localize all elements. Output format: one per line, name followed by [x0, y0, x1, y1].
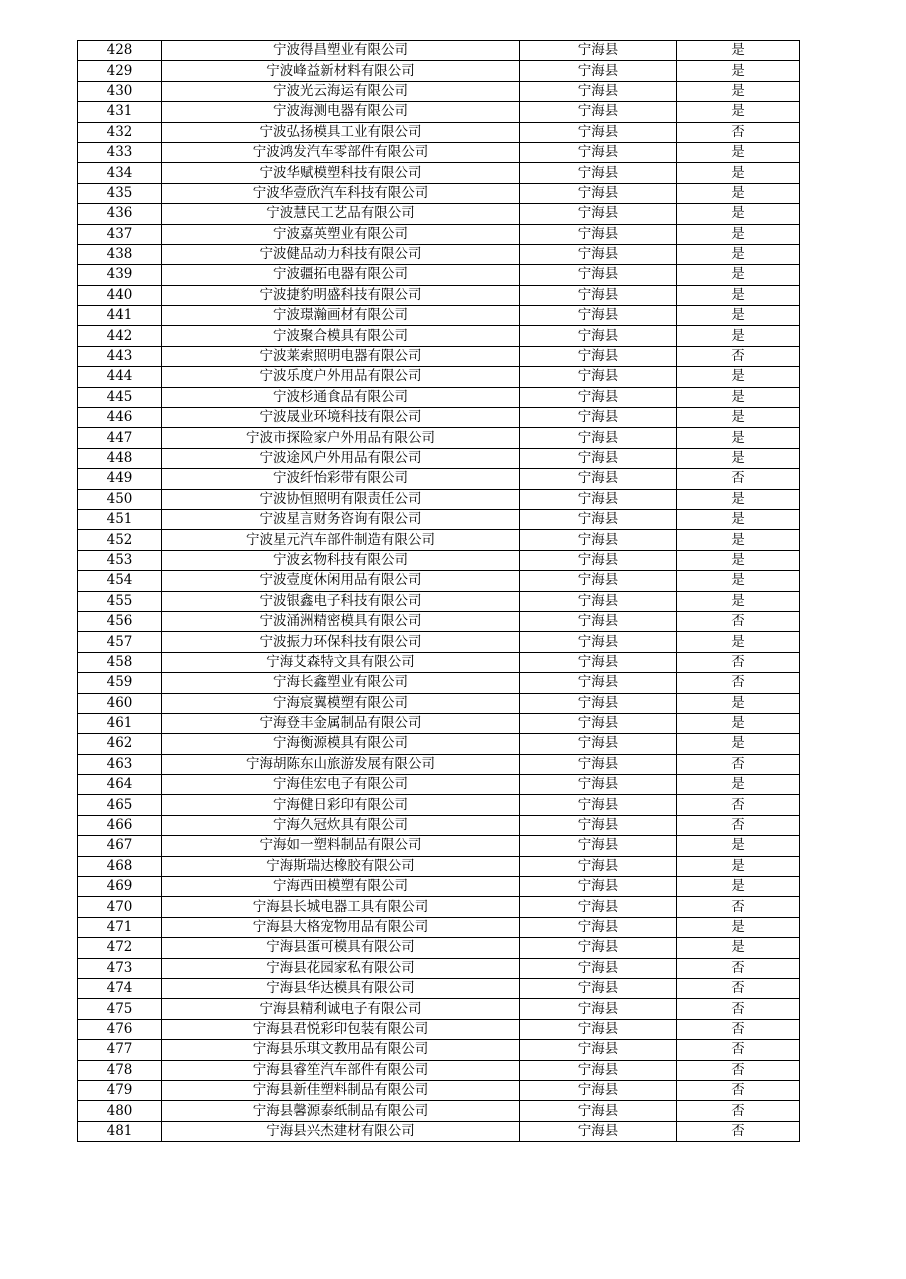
flag-cell: 是: [677, 877, 800, 897]
company-name-cell: 宁波星元汽车部件制造有限公司: [162, 530, 520, 550]
county-cell: 宁海县: [520, 224, 677, 244]
table-row: [78, 1121, 800, 1141]
table-row: [78, 122, 800, 142]
table-row: [78, 408, 800, 428]
flag-cell: 是: [677, 550, 800, 570]
county-cell: 宁海县: [520, 815, 677, 835]
county-cell: 宁海县: [520, 142, 677, 162]
row-index-cell: 441: [78, 306, 162, 326]
company-name-cell: 宁海长鑫塑业有限公司: [162, 673, 520, 693]
company-name-cell: 宁波涌洲精密模具有限公司: [162, 611, 520, 631]
company-name-cell: 宁海县乐琪文教用品有限公司: [162, 1040, 520, 1060]
flag-cell: 否: [677, 346, 800, 366]
company-name-cell: 宁波振力环保科技有限公司: [162, 632, 520, 652]
row-index-cell: 459: [78, 673, 162, 693]
table-row: [78, 285, 800, 305]
row-index-cell: 438: [78, 244, 162, 264]
flag-cell: 是: [677, 571, 800, 591]
table-row: [78, 591, 800, 611]
county-cell: 宁海县: [520, 978, 677, 998]
flag-cell: 是: [677, 408, 800, 428]
county-cell: 宁海县: [520, 795, 677, 815]
table-row: [78, 856, 800, 876]
flag-cell: 是: [677, 713, 800, 733]
company-name-cell: 宁波乐度户外用品有限公司: [162, 367, 520, 387]
row-index-cell: 430: [78, 81, 162, 101]
row-index-cell: 481: [78, 1121, 162, 1141]
table-row: [78, 999, 800, 1019]
county-cell: 宁海县: [520, 611, 677, 631]
table-row: [78, 897, 800, 917]
table-row: [78, 61, 800, 81]
table-row: [78, 530, 800, 550]
table-row: [78, 713, 800, 733]
county-cell: 宁海县: [520, 571, 677, 591]
flag-cell: 是: [677, 204, 800, 224]
company-name-cell: 宁波市探险家户外用品有限公司: [162, 428, 520, 448]
row-index-cell: 456: [78, 611, 162, 631]
row-index-cell: 467: [78, 836, 162, 856]
flag-cell: 是: [677, 938, 800, 958]
table-row: [78, 306, 800, 326]
table-row: [78, 652, 800, 672]
flag-cell: 是: [677, 224, 800, 244]
company-name-cell: 宁波银鑫电子科技有限公司: [162, 591, 520, 611]
company-name-cell: 宁波壹度休闲用品有限公司: [162, 571, 520, 591]
company-name-cell: 宁波华壹欣汽车科技有限公司: [162, 183, 520, 203]
company-name-cell: 宁海斯瑞达橡胶有限公司: [162, 856, 520, 876]
company-name-cell: 宁波途风户外用品有限公司: [162, 448, 520, 468]
row-index-cell: 443: [78, 346, 162, 366]
row-index-cell: 429: [78, 61, 162, 81]
row-index-cell: 474: [78, 978, 162, 998]
company-name-cell: 宁波晟业环境科技有限公司: [162, 408, 520, 428]
row-index-cell: 461: [78, 713, 162, 733]
flag-cell: 否: [677, 1080, 800, 1100]
table-row: [78, 346, 800, 366]
table-row: [78, 183, 800, 203]
flag-cell: 是: [677, 448, 800, 468]
flag-cell: 是: [677, 856, 800, 876]
flag-cell: 是: [677, 142, 800, 162]
county-cell: 宁海县: [520, 917, 677, 937]
flag-cell: 否: [677, 958, 800, 978]
county-cell: 宁海县: [520, 958, 677, 978]
flag-cell: 是: [677, 163, 800, 183]
table-row: [78, 1040, 800, 1060]
row-index-cell: 472: [78, 938, 162, 958]
company-name-cell: 宁波光云海运有限公司: [162, 81, 520, 101]
row-index-cell: 447: [78, 428, 162, 448]
flag-cell: 是: [677, 428, 800, 448]
row-index-cell: 449: [78, 469, 162, 489]
row-index-cell: 452: [78, 530, 162, 550]
county-cell: 宁海县: [520, 1060, 677, 1080]
company-name-cell: 宁海佳宏电子有限公司: [162, 775, 520, 795]
table-row: [78, 917, 800, 937]
county-cell: 宁海县: [520, 673, 677, 693]
county-cell: 宁海县: [520, 632, 677, 652]
flag-cell: 否: [677, 469, 800, 489]
flag-cell: 否: [677, 897, 800, 917]
county-cell: 宁海县: [520, 530, 677, 550]
county-cell: 宁海县: [520, 550, 677, 570]
company-name-cell: 宁海县馨源泰纸制品有限公司: [162, 1101, 520, 1121]
table-row: [78, 469, 800, 489]
county-cell: 宁海县: [520, 489, 677, 509]
row-index-cell: 477: [78, 1040, 162, 1060]
county-cell: 宁海县: [520, 836, 677, 856]
county-cell: 宁海县: [520, 591, 677, 611]
company-name-cell: 宁波杉通食品有限公司: [162, 387, 520, 407]
flag-cell: 否: [677, 795, 800, 815]
company-name-cell: 宁波得昌塑业有限公司: [162, 41, 520, 61]
county-cell: 宁海县: [520, 41, 677, 61]
county-cell: 宁海县: [520, 306, 677, 326]
table-row: [78, 754, 800, 774]
table-row: [78, 795, 800, 815]
county-cell: 宁海县: [520, 428, 677, 448]
company-name-cell: 宁波纤怡彩带有限公司: [162, 469, 520, 489]
flag-cell: 否: [677, 1019, 800, 1039]
county-cell: 宁海县: [520, 1101, 677, 1121]
county-cell: 宁海县: [520, 897, 677, 917]
row-index-cell: 464: [78, 775, 162, 795]
company-name-cell: 宁海县大格宠物用品有限公司: [162, 917, 520, 937]
county-cell: 宁海县: [520, 754, 677, 774]
row-index-cell: 465: [78, 795, 162, 815]
county-cell: 宁海县: [520, 387, 677, 407]
row-index-cell: 434: [78, 163, 162, 183]
flag-cell: 是: [677, 367, 800, 387]
company-name-cell: 宁海县君悦彩印包装有限公司: [162, 1019, 520, 1039]
row-index-cell: 439: [78, 265, 162, 285]
table-row: [78, 836, 800, 856]
row-index-cell: 444: [78, 367, 162, 387]
flag-cell: 是: [677, 509, 800, 529]
table-row: [78, 41, 800, 61]
flag-cell: 否: [677, 1121, 800, 1141]
table-row: [78, 244, 800, 264]
company-name-cell: 宁波峰益新材料有限公司: [162, 61, 520, 81]
county-cell: 宁海县: [520, 469, 677, 489]
table-row: [78, 387, 800, 407]
company-name-cell: 宁海西田模塑有限公司: [162, 877, 520, 897]
row-index-cell: 458: [78, 652, 162, 672]
company-name-cell: 宁波健品动力科技有限公司: [162, 244, 520, 264]
row-index-cell: 432: [78, 122, 162, 142]
row-index-cell: 445: [78, 387, 162, 407]
table-row: [78, 978, 800, 998]
county-cell: 宁海县: [520, 61, 677, 81]
company-table: [77, 40, 800, 1142]
county-cell: 宁海县: [520, 183, 677, 203]
row-index-cell: 442: [78, 326, 162, 346]
row-index-cell: 457: [78, 632, 162, 652]
row-index-cell: 471: [78, 917, 162, 937]
row-index-cell: 448: [78, 448, 162, 468]
flag-cell: 是: [677, 285, 800, 305]
company-name-cell: 宁海艾森特文具有限公司: [162, 652, 520, 672]
county-cell: 宁海县: [520, 244, 677, 264]
table-row: [78, 673, 800, 693]
county-cell: 宁海县: [520, 509, 677, 529]
company-name-cell: 宁波弘扬模具工业有限公司: [162, 122, 520, 142]
table-body: [78, 41, 800, 1142]
flag-cell: 是: [677, 836, 800, 856]
row-index-cell: 473: [78, 958, 162, 978]
row-index-cell: 460: [78, 693, 162, 713]
row-index-cell: 450: [78, 489, 162, 509]
table-row: [78, 611, 800, 631]
company-name-cell: 宁波璟瀚画材有限公司: [162, 306, 520, 326]
table-row: [78, 1101, 800, 1121]
company-name-cell: 宁波慧民工艺品有限公司: [162, 204, 520, 224]
county-cell: 宁海县: [520, 999, 677, 1019]
county-cell: 宁海县: [520, 775, 677, 795]
table-row: [78, 428, 800, 448]
company-name-cell: 宁海宸翼模塑有限公司: [162, 693, 520, 713]
company-name-cell: 宁海县精利诚电子有限公司: [162, 999, 520, 1019]
flag-cell: 是: [677, 183, 800, 203]
row-index-cell: 469: [78, 877, 162, 897]
county-cell: 宁海县: [520, 693, 677, 713]
flag-cell: 否: [677, 815, 800, 835]
row-index-cell: 433: [78, 142, 162, 162]
table-row: [78, 1080, 800, 1100]
row-index-cell: 463: [78, 754, 162, 774]
company-name-cell: 宁波协恒照明有限责任公司: [162, 489, 520, 509]
flag-cell: 是: [677, 632, 800, 652]
table-row: [78, 265, 800, 285]
county-cell: 宁海县: [520, 163, 677, 183]
flag-cell: 是: [677, 326, 800, 346]
company-name-cell: 宁波玄物科技有限公司: [162, 550, 520, 570]
row-index-cell: 468: [78, 856, 162, 876]
row-index-cell: 451: [78, 509, 162, 529]
company-name-cell: 宁波疆拓电器有限公司: [162, 265, 520, 285]
table-row: [78, 142, 800, 162]
table-row: [78, 938, 800, 958]
table-row: [78, 550, 800, 570]
flag-cell: 是: [677, 265, 800, 285]
table-row: [78, 1019, 800, 1039]
flag-cell: 是: [677, 61, 800, 81]
company-name-cell: 宁海县蛋可模具有限公司: [162, 938, 520, 958]
company-name-cell: 宁海健日彩印有限公司: [162, 795, 520, 815]
table-row: [78, 734, 800, 754]
company-name-cell: 宁海县兴杰建材有限公司: [162, 1121, 520, 1141]
flag-cell: 否: [677, 978, 800, 998]
table-row: [78, 224, 800, 244]
row-index-cell: 462: [78, 734, 162, 754]
company-name-cell: 宁海如一塑料制品有限公司: [162, 836, 520, 856]
flag-cell: 否: [677, 611, 800, 631]
company-name-cell: 宁波莱索照明电器有限公司: [162, 346, 520, 366]
row-index-cell: 435: [78, 183, 162, 203]
table-row: [78, 815, 800, 835]
county-cell: 宁海县: [520, 408, 677, 428]
row-index-cell: 428: [78, 41, 162, 61]
table-row: [78, 571, 800, 591]
flag-cell: 是: [677, 734, 800, 754]
row-index-cell: 470: [78, 897, 162, 917]
company-name-cell: 宁海县花园家私有限公司: [162, 958, 520, 978]
county-cell: 宁海县: [520, 102, 677, 122]
company-name-cell: 宁波海测电器有限公司: [162, 102, 520, 122]
table-row: [78, 367, 800, 387]
row-index-cell: 455: [78, 591, 162, 611]
row-index-cell: 446: [78, 408, 162, 428]
row-index-cell: 436: [78, 204, 162, 224]
flag-cell: 否: [677, 1101, 800, 1121]
flag-cell: 是: [677, 306, 800, 326]
county-cell: 宁海县: [520, 326, 677, 346]
flag-cell: 是: [677, 591, 800, 611]
county-cell: 宁海县: [520, 652, 677, 672]
flag-cell: 是: [677, 489, 800, 509]
row-index-cell: 437: [78, 224, 162, 244]
flag-cell: 是: [677, 41, 800, 61]
company-name-cell: 宁波嘉英塑业有限公司: [162, 224, 520, 244]
row-index-cell: 479: [78, 1080, 162, 1100]
county-cell: 宁海县: [520, 285, 677, 305]
table-row: [78, 102, 800, 122]
row-index-cell: 475: [78, 999, 162, 1019]
row-index-cell: 454: [78, 571, 162, 591]
row-index-cell: 480: [78, 1101, 162, 1121]
row-index-cell: 478: [78, 1060, 162, 1080]
table-row: [78, 1060, 800, 1080]
company-name-cell: 宁海县新佳塑料制品有限公司: [162, 1080, 520, 1100]
county-cell: 宁海县: [520, 346, 677, 366]
county-cell: 宁海县: [520, 938, 677, 958]
company-name-cell: 宁海衡源模具有限公司: [162, 734, 520, 754]
flag-cell: 否: [677, 1060, 800, 1080]
company-name-cell: 宁海县睿笙汽车部件有限公司: [162, 1060, 520, 1080]
company-name-cell: 宁海胡陈东山旅游发展有限公司: [162, 754, 520, 774]
company-name-cell: 宁波捷豹明盛科技有限公司: [162, 285, 520, 305]
row-index-cell: 453: [78, 550, 162, 570]
flag-cell: 是: [677, 244, 800, 264]
flag-cell: 否: [677, 122, 800, 142]
flag-cell: 是: [677, 102, 800, 122]
flag-cell: 否: [677, 754, 800, 774]
table-row: [78, 326, 800, 346]
table-row: [78, 877, 800, 897]
flag-cell: 否: [677, 652, 800, 672]
flag-cell: 是: [677, 775, 800, 795]
company-name-cell: 宁海登丰金属制品有限公司: [162, 713, 520, 733]
flag-cell: 否: [677, 673, 800, 693]
company-name-cell: 宁波华赋模塑科技有限公司: [162, 163, 520, 183]
table-row: [78, 693, 800, 713]
flag-cell: 是: [677, 387, 800, 407]
flag-cell: 是: [677, 693, 800, 713]
table-row: [78, 958, 800, 978]
company-name-cell: 宁波鸿发汽车零部件有限公司: [162, 142, 520, 162]
flag-cell: 是: [677, 917, 800, 937]
flag-cell: 是: [677, 530, 800, 550]
county-cell: 宁海县: [520, 1019, 677, 1039]
county-cell: 宁海县: [520, 122, 677, 142]
county-cell: 宁海县: [520, 204, 677, 224]
company-name-cell: 宁海县长城电器工具有限公司: [162, 897, 520, 917]
table-row: [78, 204, 800, 224]
county-cell: 宁海县: [520, 448, 677, 468]
table-row: [78, 81, 800, 101]
county-cell: 宁海县: [520, 1040, 677, 1060]
county-cell: 宁海县: [520, 877, 677, 897]
company-name-cell: 宁波聚合模具有限公司: [162, 326, 520, 346]
table-row: [78, 509, 800, 529]
county-cell: 宁海县: [520, 81, 677, 101]
company-name-cell: 宁海县华达模具有限公司: [162, 978, 520, 998]
county-cell: 宁海县: [520, 1080, 677, 1100]
row-index-cell: 440: [78, 285, 162, 305]
county-cell: 宁海县: [520, 713, 677, 733]
flag-cell: 是: [677, 81, 800, 101]
table-row: [78, 775, 800, 795]
county-cell: 宁海县: [520, 1121, 677, 1141]
flag-cell: 否: [677, 1040, 800, 1060]
county-cell: 宁海县: [520, 265, 677, 285]
company-name-cell: 宁海久冠炊具有限公司: [162, 815, 520, 835]
row-index-cell: 431: [78, 102, 162, 122]
county-cell: 宁海县: [520, 734, 677, 754]
row-index-cell: 476: [78, 1019, 162, 1039]
flag-cell: 否: [677, 999, 800, 1019]
table-row: [78, 489, 800, 509]
table-row: [78, 163, 800, 183]
county-cell: 宁海县: [520, 367, 677, 387]
table-row: [78, 448, 800, 468]
table-row: [78, 632, 800, 652]
county-cell: 宁海县: [520, 856, 677, 876]
row-index-cell: 466: [78, 815, 162, 835]
company-name-cell: 宁波星言财务咨询有限公司: [162, 509, 520, 529]
